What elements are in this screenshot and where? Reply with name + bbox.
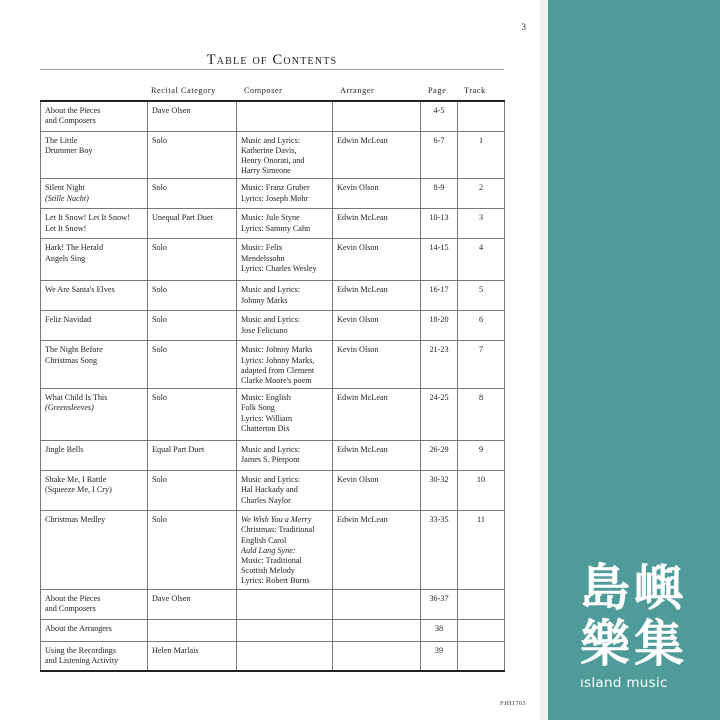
- cell-track: [458, 619, 505, 641]
- cell-title: [41, 239, 148, 281]
- header-track: Track: [464, 86, 486, 95]
- cell-title: [41, 511, 148, 589]
- cell-page: 8-9: [421, 179, 458, 209]
- table-row: [41, 589, 505, 619]
- cell-page: 38: [421, 619, 458, 641]
- composer-line: Harry Simeone: [241, 166, 291, 176]
- cell-page: 21-23: [421, 341, 458, 389]
- cell-recital-category: Solo: [148, 281, 237, 311]
- table-row: [41, 641, 505, 671]
- composer-line: Clarke Moore's poem: [241, 375, 312, 385]
- composer-line: Jose Feliciano: [241, 325, 288, 335]
- cell-page: 30-32: [421, 471, 458, 511]
- composer-line: Music: Felix: [241, 243, 283, 253]
- cell-recital-category: Dave Olsen: [148, 589, 237, 619]
- composer-line: Music: Johnny Marks: [241, 345, 313, 355]
- title-line: What Child Is This: [45, 393, 108, 403]
- title-rule: [40, 69, 504, 70]
- cell-arranger: Edwin McLean: [333, 441, 421, 471]
- title-line: Silent Night: [45, 183, 85, 193]
- composer-line: Lyrics: Robert Burns: [241, 576, 310, 586]
- cell-track: 7: [458, 341, 505, 389]
- cell-title: [41, 209, 148, 239]
- cell-composer: [237, 389, 333, 441]
- cell-page: 14-15: [421, 239, 458, 281]
- header-page: Page: [428, 86, 447, 95]
- composer-line: adapted from Clement: [241, 365, 315, 375]
- cell-recital-category: Solo: [148, 341, 237, 389]
- table-row: [41, 209, 505, 239]
- composer-line: Music and Lyrics:: [241, 475, 301, 485]
- logo-char-4: 集: [634, 615, 684, 673]
- cell-arranger: Kevin Olson: [333, 239, 421, 281]
- composer-line: Lyrics: Johnny Marks,: [241, 355, 315, 365]
- composer-line: Scottish Melody: [241, 566, 295, 576]
- cell-track: 11: [458, 511, 505, 589]
- cell-title: [41, 281, 148, 311]
- cell-arranger: Kevin Olson: [333, 471, 421, 511]
- cell-track: [458, 589, 505, 619]
- cell-title: [41, 389, 148, 441]
- cell-page: 24-25: [421, 389, 458, 441]
- table-row: [41, 441, 505, 471]
- cell-title: [41, 589, 148, 619]
- cell-recital-category: Dave Olsen: [148, 101, 237, 131]
- composer-line: Hal Hackady and: [241, 485, 298, 495]
- title-line: and Listening Activity: [45, 655, 119, 665]
- cell-page: 39: [421, 641, 458, 671]
- cell-page: 4-5: [421, 101, 458, 131]
- cell-composer: [237, 239, 333, 281]
- cell-page: 10-13: [421, 209, 458, 239]
- logo-subtitle: ısland music: [580, 675, 668, 691]
- composer-line: Folk Song: [241, 403, 275, 413]
- cell-composer: [237, 471, 333, 511]
- composer-line: James S. Pierpont: [241, 455, 300, 465]
- cell-composer: [237, 131, 333, 179]
- cell-recital-category: Solo: [148, 179, 237, 209]
- composer-line: Charles Naylor: [241, 495, 291, 505]
- title-line: The Night Before: [45, 345, 103, 355]
- cell-composer: [237, 619, 333, 641]
- cell-composer: [237, 511, 333, 589]
- title-line: Using the Recordings: [45, 645, 116, 655]
- header-recital-category: Recital Category: [151, 86, 216, 95]
- page-title: Table of Contents: [206, 52, 338, 68]
- cell-title: [41, 101, 148, 131]
- cell-recital-category: Equal Part Duet: [148, 441, 237, 471]
- cell-recital-category: Solo: [148, 311, 237, 341]
- composer-line: English Carol: [241, 535, 287, 545]
- logo-char-3: 樂: [580, 615, 630, 673]
- cell-composer: [237, 341, 333, 389]
- table-row: [41, 619, 505, 641]
- title-line: The Little: [45, 135, 78, 145]
- cell-track: 4: [458, 239, 505, 281]
- title-line: (Greensleeves): [45, 403, 94, 413]
- cell-composer: [237, 179, 333, 209]
- cell-track: 5: [458, 281, 505, 311]
- composer-line: Johnny Marks: [241, 295, 288, 305]
- composer-line: Music: Traditional: [241, 555, 302, 565]
- cell-title: [41, 131, 148, 179]
- cell-track: [458, 641, 505, 671]
- cell-arranger: Kevin Olson: [333, 341, 421, 389]
- cell-page: 6-7: [421, 131, 458, 179]
- cell-composer: [237, 281, 333, 311]
- cell-arranger: Kevin Olson: [333, 179, 421, 209]
- composer-line: Lyrics: William: [241, 413, 293, 423]
- cell-track: 2: [458, 179, 505, 209]
- cell-arranger: Edwin McLean: [333, 389, 421, 441]
- contents-table-body: [41, 101, 505, 671]
- cell-title: [41, 441, 148, 471]
- composer-line: Music and Lyrics:: [241, 445, 301, 455]
- page-gutter: [540, 0, 548, 720]
- cell-arranger: Edwin McLean: [333, 131, 421, 179]
- cell-arranger: Edwin McLean: [333, 209, 421, 239]
- composer-line: Music: Jule Styne: [241, 213, 300, 223]
- title-line: and Composers: [45, 116, 96, 126]
- composer-line: Music: Franz Gruber: [241, 183, 310, 193]
- cell-composer: [237, 101, 333, 131]
- table-row: [41, 311, 505, 341]
- title-line: Jingle Bells: [45, 445, 84, 455]
- title-line: Let It Snow! Let It Snow!: [45, 213, 130, 223]
- composer-line: Music and Lyrics:: [241, 135, 301, 145]
- cell-composer: [237, 209, 333, 239]
- cell-track: 1: [458, 131, 505, 179]
- cell-title: [41, 641, 148, 671]
- cell-arranger: Edwin McLean: [333, 511, 421, 589]
- cell-page: 16-17: [421, 281, 458, 311]
- header-composer: Composer: [244, 86, 283, 95]
- title-line: and Composers: [45, 603, 96, 613]
- cell-title: [41, 179, 148, 209]
- cell-composer: [237, 441, 333, 471]
- title-line: We Are Santa's Elves: [45, 285, 115, 295]
- cell-arranger: [333, 589, 421, 619]
- cell-title: [41, 471, 148, 511]
- table-row: [41, 471, 505, 511]
- composer-line: Lyrics: Sammy Cahn: [241, 223, 311, 233]
- title-line: Feliz Navidad: [45, 315, 92, 325]
- cell-recital-category: Solo: [148, 239, 237, 281]
- cell-composer: [237, 641, 333, 671]
- cell-track: 10: [458, 471, 505, 511]
- title-line: Hark! The Herald: [45, 243, 104, 253]
- title-line: Let It Snow!: [45, 223, 87, 233]
- composer-line: Chatterton Dix: [241, 423, 290, 433]
- cell-track: 8: [458, 389, 505, 441]
- composer-line: Music: English: [241, 393, 291, 403]
- page-number: 3: [521, 22, 526, 32]
- table-row: [41, 511, 505, 589]
- catalog-code: FJH1765: [500, 700, 526, 707]
- title-line: About the Pieces: [45, 106, 101, 115]
- cell-track: 9: [458, 441, 505, 471]
- cell-title: [41, 341, 148, 389]
- cell-track: 6: [458, 311, 505, 341]
- title-line: About the Pieces: [45, 593, 101, 603]
- composer-line: Music and Lyrics:: [241, 315, 301, 325]
- title-line: Angels Sing: [45, 253, 86, 263]
- composer-line: Christmas: Traditional: [241, 525, 315, 535]
- composer-line: We Wish You a Merry: [241, 515, 312, 525]
- cell-arranger: [333, 641, 421, 671]
- title-line: Shake Me, I Rattle: [45, 475, 107, 485]
- title-line: Drummer Boy: [45, 145, 93, 155]
- cell-recital-category: Helen Marlais: [148, 641, 237, 671]
- table-row: [41, 131, 505, 179]
- title-line: About the Arrangers: [45, 623, 112, 633]
- cell-recital-category: Solo: [148, 511, 237, 589]
- cell-page: 36-37: [421, 589, 458, 619]
- cell-track: [458, 101, 505, 131]
- table-row: [41, 341, 505, 389]
- composer-line: Auld Lang Syne:: [241, 545, 296, 555]
- table-row: [41, 179, 505, 209]
- composer-line: Music and Lyrics:: [241, 285, 301, 295]
- cell-recital-category: Solo: [148, 389, 237, 441]
- cell-recital-category: Unequal Part Duet: [148, 209, 237, 239]
- title-line: (Stille Nacht): [45, 193, 89, 203]
- cell-composer: [237, 311, 333, 341]
- cell-page: 33-35: [421, 511, 458, 589]
- cell-arranger: [333, 101, 421, 131]
- cell-recital-category: [148, 619, 237, 641]
- logo-char-1: 島: [580, 559, 630, 617]
- table-row: [41, 389, 505, 441]
- header-arranger: Arranger: [340, 86, 375, 95]
- logo-char-2: 嶼: [634, 559, 684, 617]
- table-row: [41, 101, 505, 131]
- cell-composer: [237, 589, 333, 619]
- cell-page: 18-20: [421, 311, 458, 341]
- cell-title: [41, 619, 148, 641]
- cell-recital-category: Solo: [148, 471, 237, 511]
- composer-line: Katherine Davis,: [241, 145, 297, 155]
- title-line: (Squeeze Me, I Cry): [45, 485, 112, 495]
- contents-table: [40, 100, 505, 672]
- cell-page: 26-29: [421, 441, 458, 471]
- cell-title: [41, 311, 148, 341]
- composer-line: Mendelssohn: [241, 253, 285, 263]
- cell-arranger: [333, 619, 421, 641]
- composer-line: Lyrics: Charles Wesley: [241, 263, 317, 273]
- table-row: [41, 281, 505, 311]
- table-row: [41, 239, 505, 281]
- composer-line: Henry Onorati, and: [241, 155, 305, 165]
- cell-recital-category: Solo: [148, 131, 237, 179]
- title-line: Christmas Song: [45, 355, 98, 365]
- cell-arranger: Edwin McLean: [333, 281, 421, 311]
- cell-arranger: Kevin Olson: [333, 311, 421, 341]
- title-line: Christmas Medley: [45, 515, 106, 525]
- cell-track: 3: [458, 209, 505, 239]
- composer-line: Lyrics: Joseph Mohr: [241, 193, 309, 203]
